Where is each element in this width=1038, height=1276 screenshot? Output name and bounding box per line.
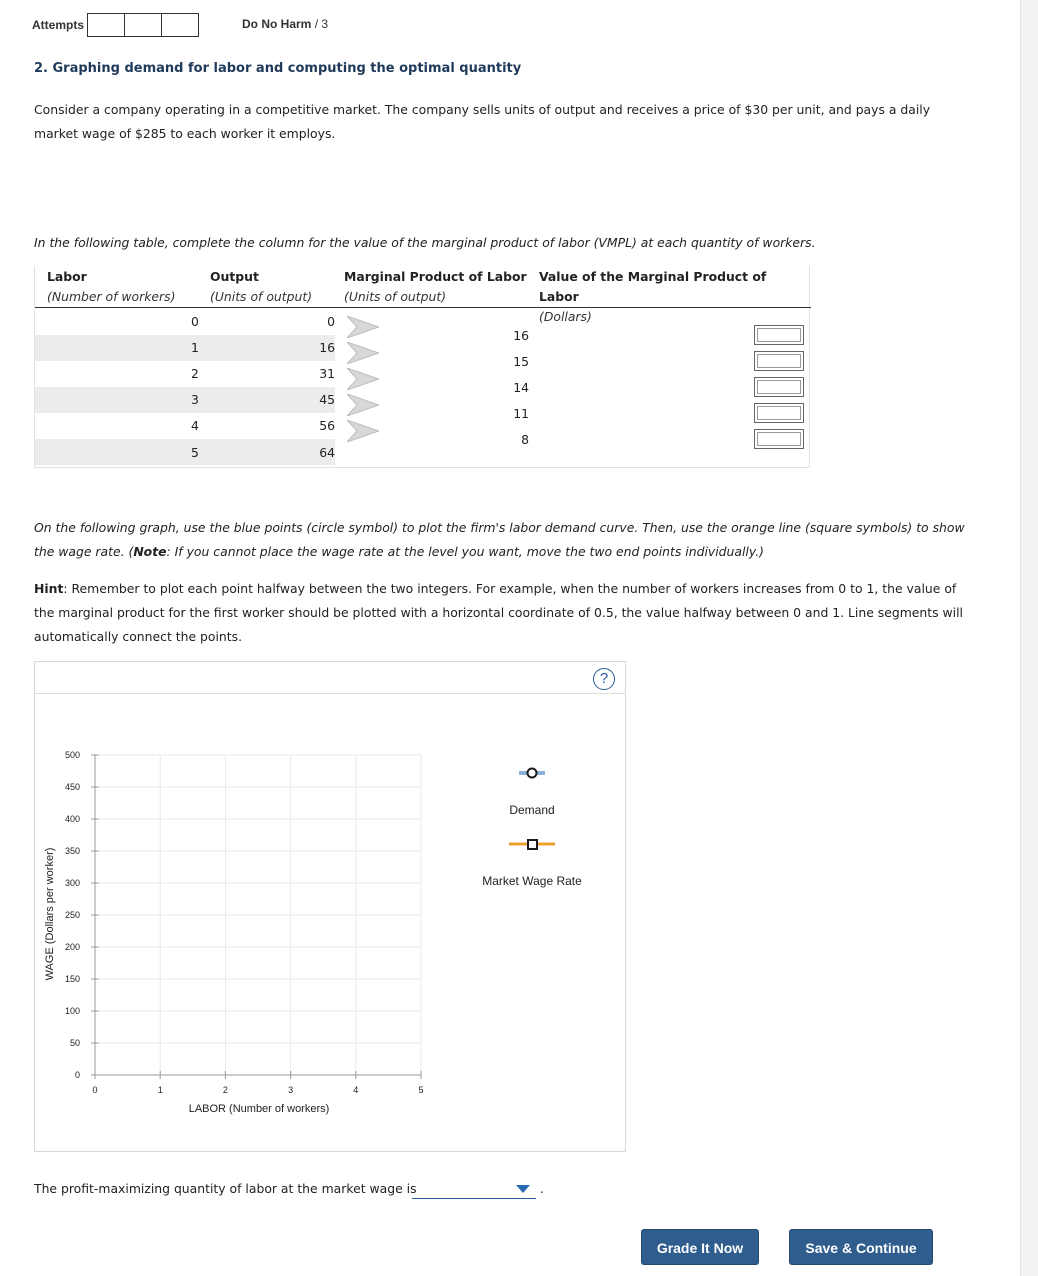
legend-demand-label: Demand xyxy=(509,803,555,817)
x-tick-label: 2 xyxy=(222,1085,228,1095)
labor-cell: 4 xyxy=(191,418,199,433)
y-axis-label: WAGE (Dollars per worker) xyxy=(44,847,56,981)
mpl-cell: 16 xyxy=(513,328,529,343)
wage-square-icon xyxy=(528,840,537,849)
graph-instruction-line-2: the wage rate. (Note: If you cannot place the wage rate at the level you want, move the two end points individually.) xyxy=(34,544,765,559)
y-tick-label: 300 xyxy=(64,878,80,888)
output-cell: 31 xyxy=(319,366,335,381)
mpl-cell: 8 xyxy=(521,432,529,447)
x-tick-label: 5 xyxy=(418,1085,424,1095)
attempt-box-2 xyxy=(124,13,162,37)
graph-instruction-line-1: On the following graph, use the blue points (circle symbol) to plot the firm's labor demand curve. Then, use the orange line (square symbols) to show xyxy=(34,520,965,535)
mpl-cell: 15 xyxy=(513,354,529,369)
demand-tool[interactable] xyxy=(519,769,545,778)
y-tick-label: 200 xyxy=(64,942,80,952)
chevron-right-icon xyxy=(347,316,379,338)
labor-cell: 2 xyxy=(191,366,199,381)
mpl-cell: 11 xyxy=(513,406,529,421)
y-tick-label: 400 xyxy=(64,814,80,824)
x-tick-label: 4 xyxy=(353,1085,359,1095)
chevron-right-icon xyxy=(347,420,379,442)
y-tick-label: 350 xyxy=(64,846,80,856)
output-cell: 0 xyxy=(327,314,335,329)
score-indicator xyxy=(242,17,328,31)
attempt-box-3 xyxy=(161,13,199,37)
col-header-mpl xyxy=(344,267,527,307)
score-suffix: / 3 xyxy=(314,17,329,31)
x-tick-label: 0 xyxy=(92,1085,98,1095)
labor-demand-chart[interactable] xyxy=(35,662,625,1151)
col-output-sub: (Units of output) xyxy=(210,289,313,304)
output-cell: 16 xyxy=(319,340,335,355)
col-vmpl-title: Value of the Marginal Product of Labor xyxy=(539,269,767,304)
hint-label: Hint xyxy=(34,581,64,596)
graph-panel xyxy=(34,661,626,1152)
score-label: Do No Harm xyxy=(242,17,312,31)
profit-question: The profit-maximizing quantity of labor at the market wage is xyxy=(34,1181,417,1196)
output-cell: 56 xyxy=(319,418,335,433)
wage-tool[interactable] xyxy=(509,840,555,849)
vmpl-input-3[interactable] xyxy=(754,377,804,397)
chart-grid xyxy=(95,755,421,1075)
hint-line-3: automatically connect the points. xyxy=(34,629,243,644)
page-scrollbar[interactable] xyxy=(1020,0,1038,1276)
labor-cell: 3 xyxy=(191,392,199,407)
vmpl-input-5[interactable] xyxy=(754,429,804,449)
sentence-period: . xyxy=(540,1181,544,1196)
col-output-title: Output xyxy=(210,269,259,284)
graph-instruction xyxy=(34,516,965,564)
x-axis-label: LABOR (Number of workers) xyxy=(188,1103,330,1115)
y-tick-label: 150 xyxy=(64,974,80,984)
col-header-labor xyxy=(47,267,175,307)
note-label: Note xyxy=(133,544,167,559)
vmpl-input-4[interactable] xyxy=(754,403,804,423)
chevron-right-icon xyxy=(347,342,379,364)
attempt-box-1 xyxy=(87,13,125,37)
table-instruction xyxy=(34,231,816,255)
table-instruction-text: In the following table, complete the column for the value of the marginal product of labor (VMPL) at each quantity of workers. xyxy=(34,235,816,250)
y-tick-label: 50 xyxy=(69,1038,80,1048)
vmpl-table xyxy=(34,266,810,468)
profit-quantity-dropdown[interactable] xyxy=(412,1182,536,1199)
y-tick-label: 0 xyxy=(74,1070,80,1080)
y-tick-label: 250 xyxy=(64,910,80,920)
col-labor-sub: (Number of workers) xyxy=(47,289,176,304)
attempts-tracker xyxy=(32,12,199,38)
demand-circle-icon xyxy=(528,769,537,778)
legend-wage-label: Market Wage Rate xyxy=(482,874,582,888)
labor-cell: 1 xyxy=(191,340,199,355)
vmpl-input-2[interactable] xyxy=(754,351,804,371)
col-vmpl-sub: (Dollars) xyxy=(539,309,592,324)
y-tick-label: 450 xyxy=(64,782,80,792)
mpl-cell: 14 xyxy=(513,380,529,395)
labor-cell: 5 xyxy=(191,445,199,460)
intro-line-1: Consider a company operating in a competitive market. The company sells units of output and receives a price of $30 per unit, and pays a daily xyxy=(34,102,931,117)
question-title: 2. Graphing demand for labor and computing the optimal quantity xyxy=(34,61,522,76)
vmpl-input-1[interactable] xyxy=(754,325,804,345)
hint-line-2: the marginal product for the first worker should be plotted with a horizontal coordinate of 0.5, the value halfway between 0 and 1. Line segments will xyxy=(34,605,963,620)
col-mpl-sub: (Units of output) xyxy=(344,289,447,304)
col-labor-title: Labor xyxy=(47,269,87,284)
question-intro xyxy=(34,98,930,146)
y-tick-label: 500 xyxy=(64,750,80,760)
save-continue-button[interactable]: Save & Continue xyxy=(789,1229,933,1265)
help-icon[interactable]: ? xyxy=(593,668,615,690)
y-tick-label: 100 xyxy=(64,1006,80,1016)
output-cell: 45 xyxy=(319,392,335,407)
dropdown-arrow-icon xyxy=(516,1185,530,1193)
attempts-label: Attempts xyxy=(32,18,85,32)
intro-line-2: market wage of $285 to each worker it employs. xyxy=(34,126,336,141)
x-tick-label: 1 xyxy=(157,1085,163,1095)
table-header-divider xyxy=(35,307,811,308)
col-header-output xyxy=(210,267,312,307)
chevron-right-icon xyxy=(347,368,379,390)
col-header-vmpl xyxy=(539,267,809,327)
x-tick-label: 3 xyxy=(288,1085,294,1095)
col-mpl-title: Marginal Product of Labor xyxy=(344,269,527,284)
chevron-right-icon xyxy=(347,394,379,416)
hint-line-1: : Remember to plot each point halfway between the two integers. For example, when the number of workers increases from 0 to 1, the value of xyxy=(63,581,957,596)
labor-cell: 0 xyxy=(191,314,199,329)
output-cell: 64 xyxy=(319,445,335,460)
hint-block xyxy=(34,577,963,649)
grade-it-now-button[interactable]: Grade It Now xyxy=(641,1229,759,1265)
